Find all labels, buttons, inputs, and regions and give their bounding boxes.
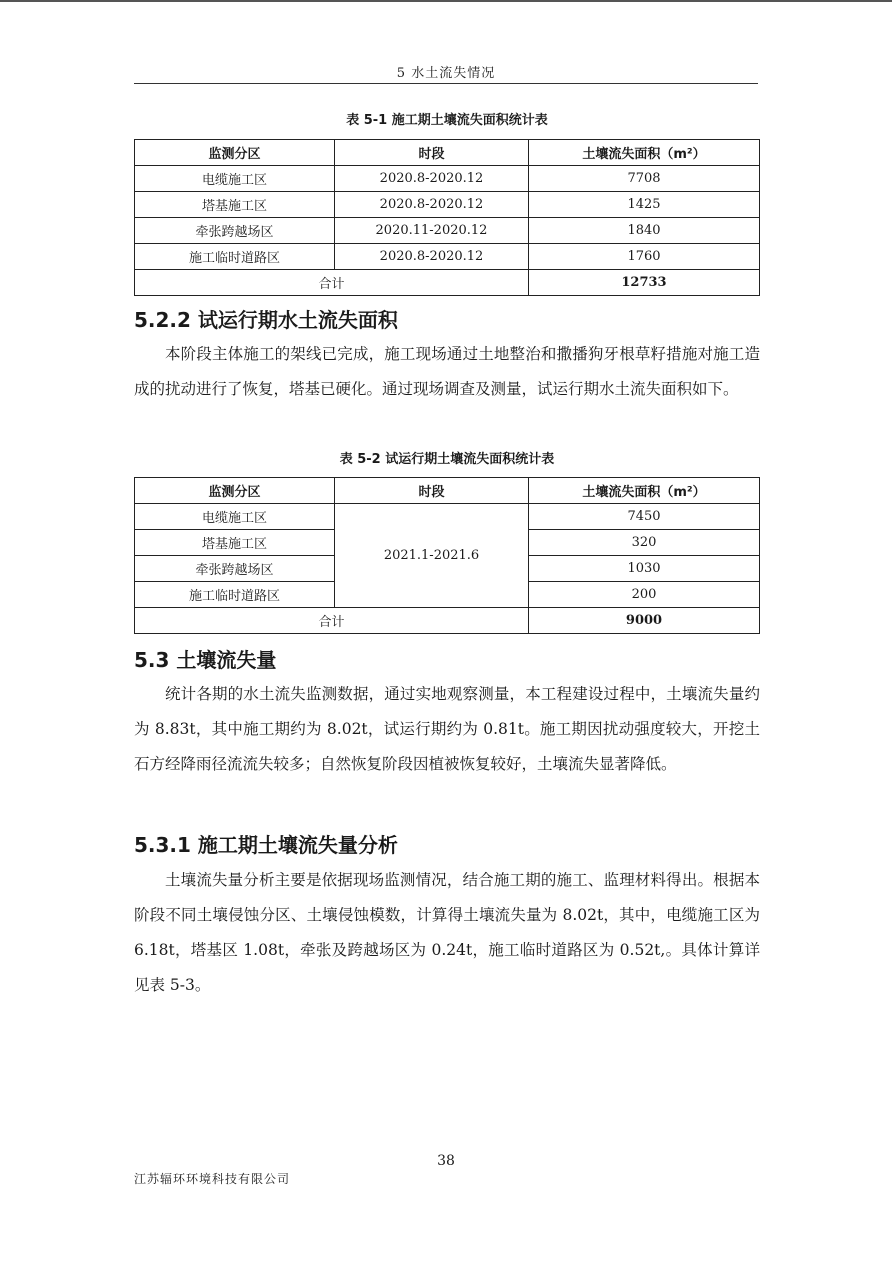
- zone-cell: 施工临时道路区: [135, 582, 335, 608]
- company-name: 江苏辐环环境科技有限公司: [134, 1172, 291, 1186]
- table-row: [135, 166, 760, 192]
- running-header: 5 水土流失情况: [396, 66, 496, 81]
- total-label: 合计: [135, 608, 529, 634]
- period-cell: 2020.11-2020.12: [335, 218, 529, 244]
- total-value: 12733: [529, 270, 760, 296]
- section-heading-5-3-1: 5.3.1 施工期土壤流失量分析: [134, 833, 398, 857]
- zone-cell: 牵张跨越场区: [135, 218, 335, 244]
- zone-cell: 电缆施工区: [135, 166, 335, 192]
- area-cell: 320: [529, 530, 760, 556]
- period-cell: 2020.8-2020.12: [335, 166, 529, 192]
- zone-cell: 电缆施工区: [135, 504, 335, 530]
- area-cell: 1425: [529, 192, 760, 218]
- area-cell: 1760: [529, 244, 760, 270]
- top-border-line: [0, 0, 892, 2]
- column-header: 监测分区: [135, 140, 335, 166]
- total-row: [135, 608, 760, 634]
- table1: [134, 139, 760, 296]
- period-cell: 2021.1-2021.6: [335, 504, 529, 608]
- total-label: 合计: [135, 270, 529, 296]
- paragraph: 统计各期的水土流失监测数据，通过实地观察测量，本工程建设过程中，土壤流失量约为 8.83t，其中施工期约为 8.02t，试运行期约为 0.81t。施工期因扰动强度较大，开挖土石方经降雨径流流失较多；自然恢复阶段因植被恢复较好，土壤流失显著降低。: [134, 685, 760, 773]
- section-heading-5-2-2: 5.2.2 试运行期水土流失面积: [134, 308, 398, 332]
- period-cell: 2020.8-2020.12: [335, 244, 529, 270]
- area-cell: 200: [529, 582, 760, 608]
- paragraph: 本阶段主体施工的架线已完成，施工现场通过土地整治和撒播狗牙根草籽措施对施工造成的扰动进行了恢复，塔基已硬化。通过现场调查及测量，试运行期水土流失面积如下。: [134, 345, 760, 398]
- area-cell: 1840: [529, 218, 760, 244]
- column-header: 土壤流失面积（m²）: [529, 140, 760, 166]
- area-cell: 7708: [529, 166, 760, 192]
- table-row: [135, 504, 760, 530]
- header-rule: [134, 83, 758, 84]
- table-row: [135, 244, 760, 270]
- area-cell: 7450: [529, 504, 760, 530]
- zone-cell: 施工临时道路区: [135, 244, 335, 270]
- column-header: 土壤流失面积（m²）: [529, 478, 760, 504]
- table2-header-row: [135, 478, 760, 504]
- table2-caption: 表 5-2 试运行期土壤流失面积统计表: [339, 452, 555, 467]
- page-number: 38: [437, 1153, 455, 1169]
- table-row: [135, 192, 760, 218]
- zone-cell: 塔基施工区: [135, 192, 335, 218]
- area-cell: 1030: [529, 556, 760, 582]
- zone-cell: 塔基施工区: [135, 530, 335, 556]
- total-row: [135, 270, 760, 296]
- table1-caption: 表 5-1 施工期土壤流失面积统计表: [346, 113, 548, 128]
- table2: [134, 477, 760, 634]
- table-row: [135, 218, 760, 244]
- zone-cell: 牵张跨越场区: [135, 556, 335, 582]
- period-cell: 2020.8-2020.12: [335, 192, 529, 218]
- section-heading-5-3: 5.3 土壤流失量: [134, 648, 277, 672]
- column-header: 时段: [335, 478, 529, 504]
- column-header: 监测分区: [135, 478, 335, 504]
- total-value: 9000: [529, 608, 760, 634]
- table1-header-row: [135, 140, 760, 166]
- paragraph: 土壤流失量分析主要是依据现场监测情况，结合施工期的施工、监理材料得出。根据本阶段不同土壤侵蚀分区、土壤侵蚀模数，计算得土壤流失量为 8.02t，其中，电缆施工区为 6.18t，塔基区 1.08t，牵张及跨越场区为 0.24t，施工临时道路区为 0.52t,。具体计算详见表 5-3。: [134, 871, 760, 994]
- column-header: 时段: [335, 140, 529, 166]
